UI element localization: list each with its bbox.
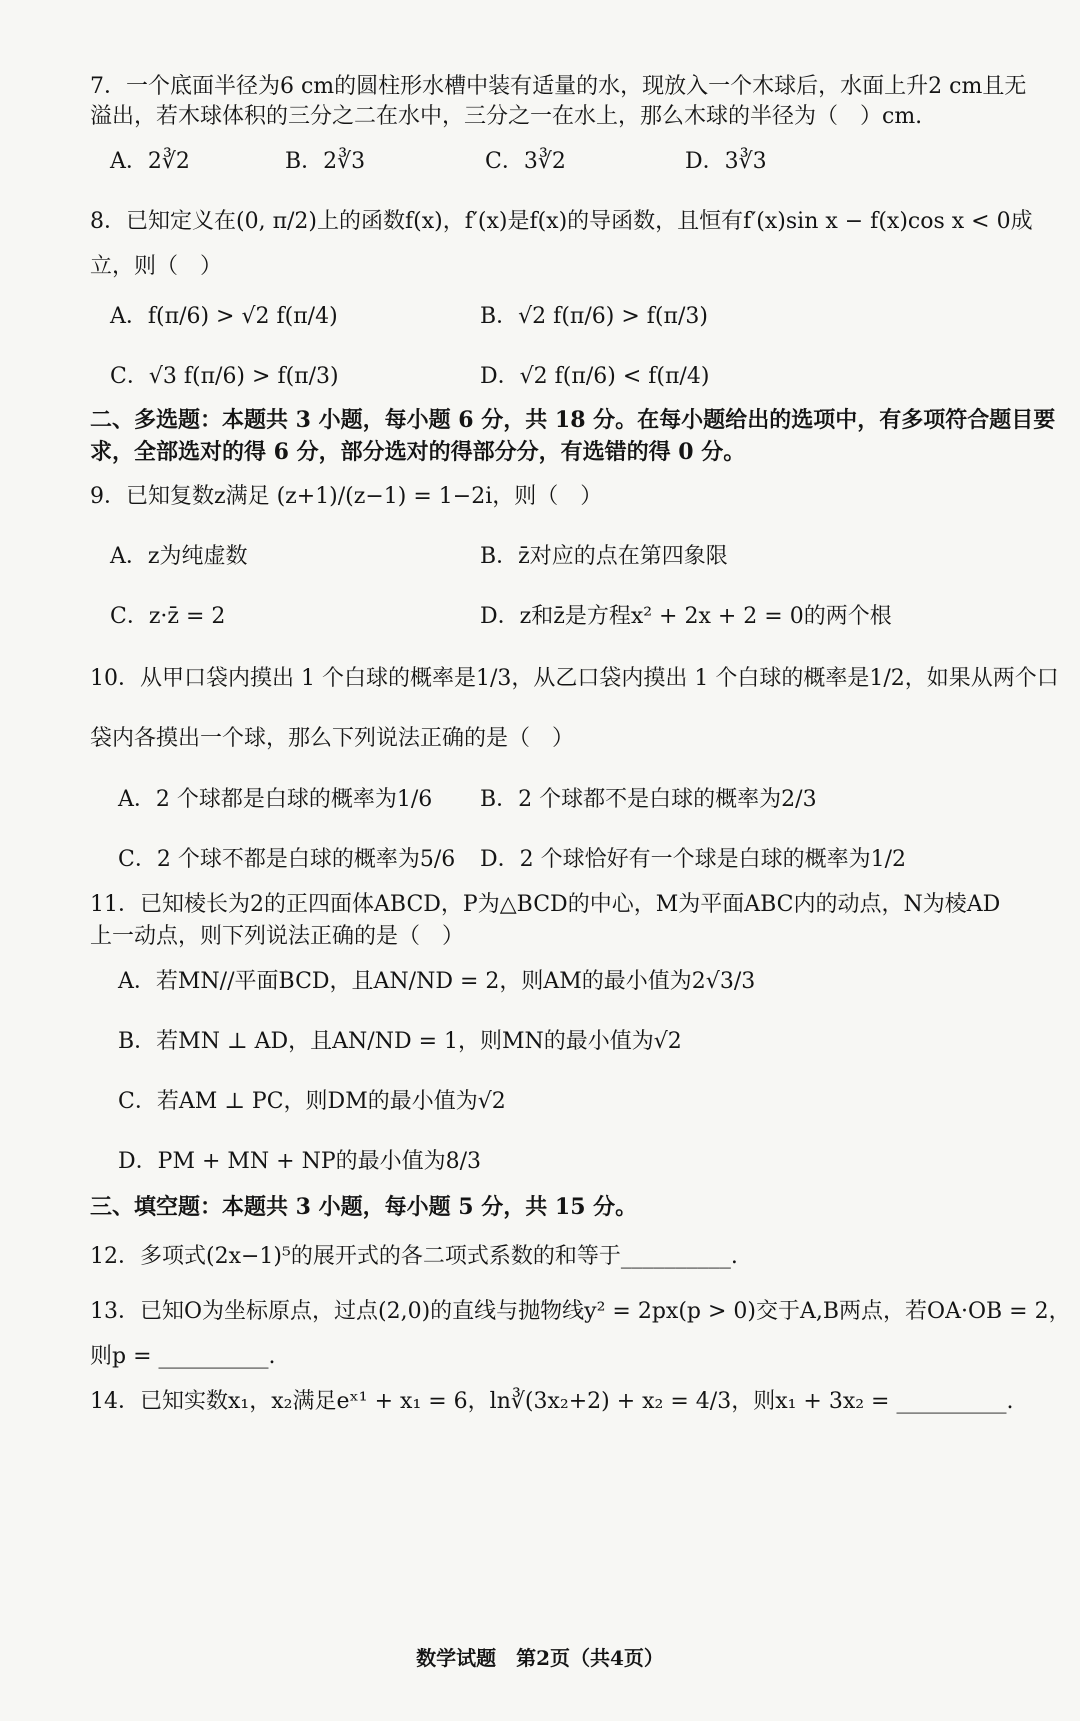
q9-stem: 9．已知复数z满足 (z+1)/(z−1) = 1−2i，则（ ） xyxy=(90,484,603,509)
q7-option-a: A．2∛2 xyxy=(110,149,190,174)
q10-option-d: D．2 个球恰好有一个球是白球的概率为1/2 xyxy=(480,847,907,872)
section2-heading-line2: 求，全部选对的得 6 分，部分选对的得部分分，有选错的得 0 分。 xyxy=(90,439,746,465)
page-footer: 数学试题 第2页（共4页） xyxy=(416,1646,664,1670)
q11-option-a: A．若MN//平面BCD，且AN/ND = 2，则AM的最小值为2√3/3 xyxy=(118,969,756,994)
q9-option-d: D．z和z̄是方程x² + 2x + 2 = 0的两个根 xyxy=(480,604,892,629)
q14-stem: 14．已知实数x₁，x₂满足eˣ¹ + x₁ = 6，ln∛(3x₂+2) + x₂ = 4/3，则x₁ + 3x₂ = __________. xyxy=(90,1389,1014,1414)
q10-stem-line1: 10．从甲口袋内摸出 1 个白球的概率是1/3，从乙口袋内摸出 1 个白球的概率是1/2，如果从两个口 xyxy=(90,666,1059,691)
section3-heading: 三、填空题：本题共 3 小题，每小题 5 分，共 15 分。 xyxy=(90,1194,638,1220)
q13-stem-line1: 13．已知O为坐标原点，过点(2,0)的直线与抛物线y² = 2px(p > 0)交于A,B两点，若OA·OB = 2， xyxy=(90,1299,1071,1324)
q11-option-c: C．若AM ⊥ PC，则DM的最小值为√2 xyxy=(118,1089,506,1114)
q8-option-a: A．f(π/6) > √2 f(π/4) xyxy=(110,304,338,329)
q11-stem-line2: 上一动点，则下列说法正确的是（ ） xyxy=(90,924,465,949)
q9-option-a: A．z为纯虚数 xyxy=(110,544,248,569)
q8-stem-line2: 立，则（ ） xyxy=(90,254,223,279)
q11-stem-line1: 11．已知棱长为2的正四面体ABCD，P为△BCD的中心，M为平面ABC内的动点，N为棱AD xyxy=(90,892,1001,917)
section2-heading-line1: 二、多选题：本题共 3 小题，每小题 6 分，共 18 分。在每小题给出的选项中，有多项符合题目要 xyxy=(90,407,1056,433)
q7-option-b: B．2∛3 xyxy=(285,149,366,174)
q9-option-c: C．z·z̄ = 2 xyxy=(110,604,226,629)
q13-stem-line2: 则p = __________. xyxy=(90,1344,276,1369)
q10-stem-line2: 袋内各摸出一个球，那么下列说法正确的是（ ） xyxy=(90,726,575,751)
q11-option-d: D．PM + MN + NP的最小值为8/3 xyxy=(118,1149,482,1174)
q8-option-b: B．√2 f(π/6) > f(π/3) xyxy=(480,304,708,329)
q8-stem-line1: 8．已知定义在(0, π/2)上的函数f(x)，f′(x)是f(x)的导函数，且恒有f′(x)sin x − f(x)cos x < 0成 xyxy=(90,209,1033,234)
q10-option-a: A．2 个球都是白球的概率为1/6 xyxy=(118,787,433,812)
q7-stem-line1: 7．一个底面半径为6 cm的圆柱形水槽中装有适量的水，现放入一个木球后，水面上升2 cm且无 xyxy=(90,74,1027,99)
q7-option-d: D．3∛3 xyxy=(685,149,767,174)
q7-stem-line2: 溢出，若木球体积的三分之二在水中，三分之一在水上，那么木球的半径为（ ）cm. xyxy=(90,104,923,129)
q8-option-c: C．√3 f(π/6) > f(π/3) xyxy=(110,364,339,389)
q7-option-c: C．3∛2 xyxy=(485,149,566,174)
q8-option-d: D．√2 f(π/6) < f(π/4) xyxy=(480,364,710,389)
q11-option-b: B．若MN ⊥ AD，且AN/ND = 1，则MN的最小值为√2 xyxy=(118,1029,682,1054)
q9-option-b: B．z̄对应的点在第四象限 xyxy=(480,544,728,569)
q10-option-b: B．2 个球都不是白球的概率为2/3 xyxy=(480,787,817,812)
q12-stem: 12．多项式(2x−1)⁵的展开式的各二项式系数的和等于__________. xyxy=(90,1244,738,1269)
q10-option-c: C．2 个球不都是白球的概率为5/6 xyxy=(118,847,456,872)
